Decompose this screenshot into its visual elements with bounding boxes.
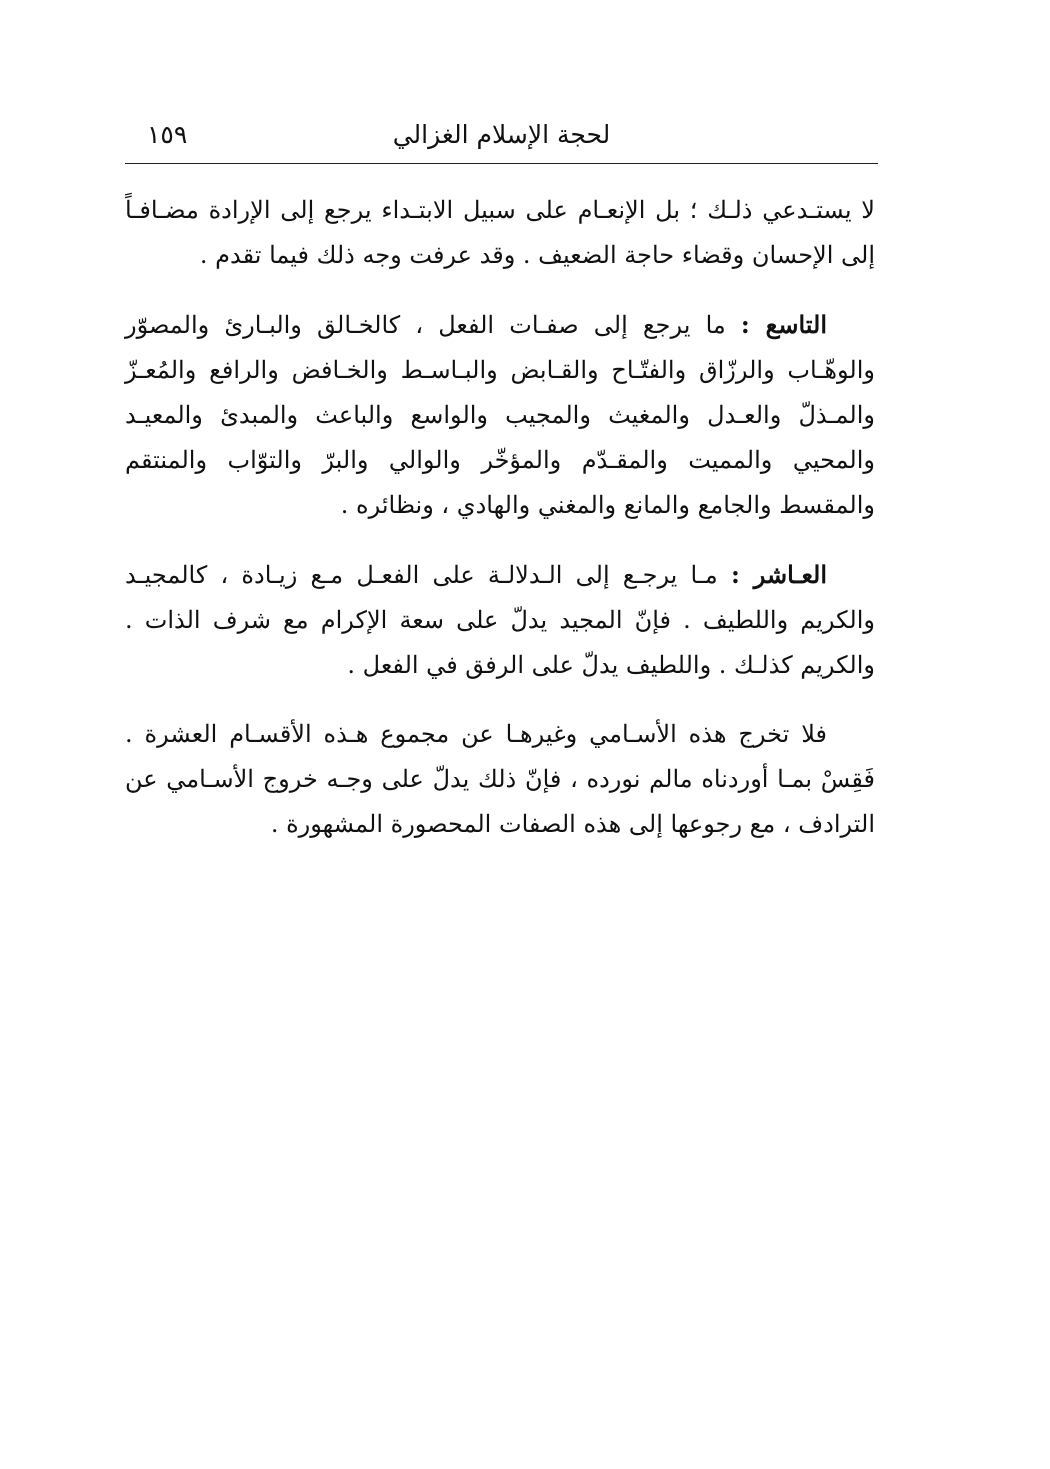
running-header [125,112,878,160]
paragraph-2-text: ما يرجع إلى صفـات الفعل ، كالخـالق والبـارئ والمصوّر والوهّـاب والرزّاق والفتّـاح والقـابض والبـاسـط والخـافض والرافع والمُعـزّ والمـذلّ والعـدل والمغيث والمجيب والواسع والباعث والمبدئ والمعيـد والمحيي والمميت والمقـدّم والمؤخّر والوالي والبرّ والتوّاب والمنتقم والمقسط والجامع والمانع والمغني والهادي ، ونظائره . [125,311,875,519]
body-text [125,188,875,871]
paragraph-4 [125,712,875,847]
header-title: لحجة الإسلام الغزالي [392,120,611,149]
paragraph-3-text: مـا يرجـع إلى الـدلالـة على الفعـل مـع زيـادة ، كالمجيـد والكريم واللطيف . فإنّ المجيد يدلّ على سعة الإكرام مع شرف الذات . والكريم كذلـك . واللطيف يدلّ على الرفق في الفعل . [125,561,875,679]
paragraph-1 [125,188,875,278]
paragraph-1-text: لا يستـدعي ذلـك ؛ بل الإنعـام على سبيل الابتـداء يرجع إلى الإرادة مضـافـاً إلى الإحسان وقضاء حاجة الضعيف . وقد عرفت وجه ذلك فيما تقدم . [125,196,875,269]
paragraph-3 [125,552,875,688]
paragraph-4-text: فلا تخرج هذه الأسـامي وغيرهـا عن مجموع هـذه الأقسـام العشرة . فَقِسْ بمـا أوردناه مالم نورده ، فإنّ ذلك يدلّ على وجـه خروج الأسـامي عن الترادف ، مع رجوعها إلى هذه الصفات المحصورة المشهورة . [125,720,875,838]
paragraph-2 [125,302,875,528]
paragraph-3-lead: العـاشر : [730,560,828,589]
paragraph-2-lead: التاسع : [740,310,827,339]
page-number: ١٥٩ [147,120,188,149]
header-rule [125,163,878,164]
